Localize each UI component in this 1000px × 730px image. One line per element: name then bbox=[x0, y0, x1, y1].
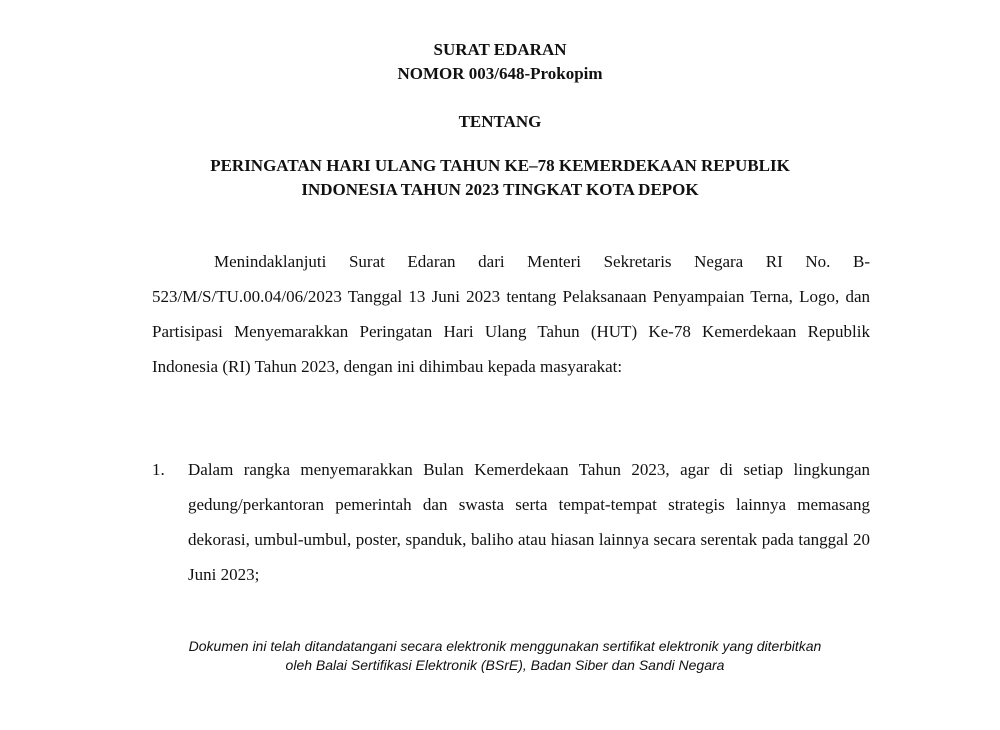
about-label: TENTANG bbox=[458, 112, 542, 131]
footer-line-1: Dokumen ini telah ditandatangani secara elektronik menggunakan sertifikat elektronik yang diterbitkan bbox=[188, 638, 822, 654]
list-item bbox=[152, 452, 870, 592]
instruction-list bbox=[152, 452, 870, 592]
document-number: NOMOR 003/648-Prokopim bbox=[397, 64, 603, 83]
list-item-number: 1. bbox=[152, 460, 165, 479]
document-title: SURAT EDARAN bbox=[433, 40, 567, 59]
subject-line-2: INDONESIA TAHUN 2023 TINGKAT KOTA DEPOK bbox=[301, 180, 699, 199]
footer-line-2: oleh Balai Sertifikasi Elektronik (BSrE), Badan Siber dan Sandi Negara bbox=[285, 657, 725, 673]
list-item-text: Dalam rangka menyemarakkan Bulan Kemerdekaan Tahun 2023, agar di setiap lingkungan gedung/perkantoran pemerintah dan swasta serta tempat-tempat strategis lainnya memasang dekorasi, umbul-umbul, poster, spanduk, baliho atau hiasan lainnya secara serentak pada tanggal 20 Juni 2023; bbox=[188, 460, 870, 584]
electronic-signature-notice bbox=[100, 637, 910, 675]
intro-paragraph: Menindaklanjuti Surat Edaran dari Menteri Sekretaris Negara RI No. B-523/M/S/TU.00.04/06/2023 Tanggal 13 Juni 2023 tentang Pelaksanaan Penyampaian Terna, Logo, dan Partisipasi Menyemarakkan Peringatan Hari Ulang Tahun (HUT) Ke-78 Kemerdekaan Republik Indonesia (RI) Tahun 2023, dengan ini dihimbau kepada masyarakat: bbox=[152, 252, 870, 376]
subject-line-1: PERINGATAN HARI ULANG TAHUN KE–78 KEMERDEKAAN REPUBLIK bbox=[210, 156, 790, 175]
